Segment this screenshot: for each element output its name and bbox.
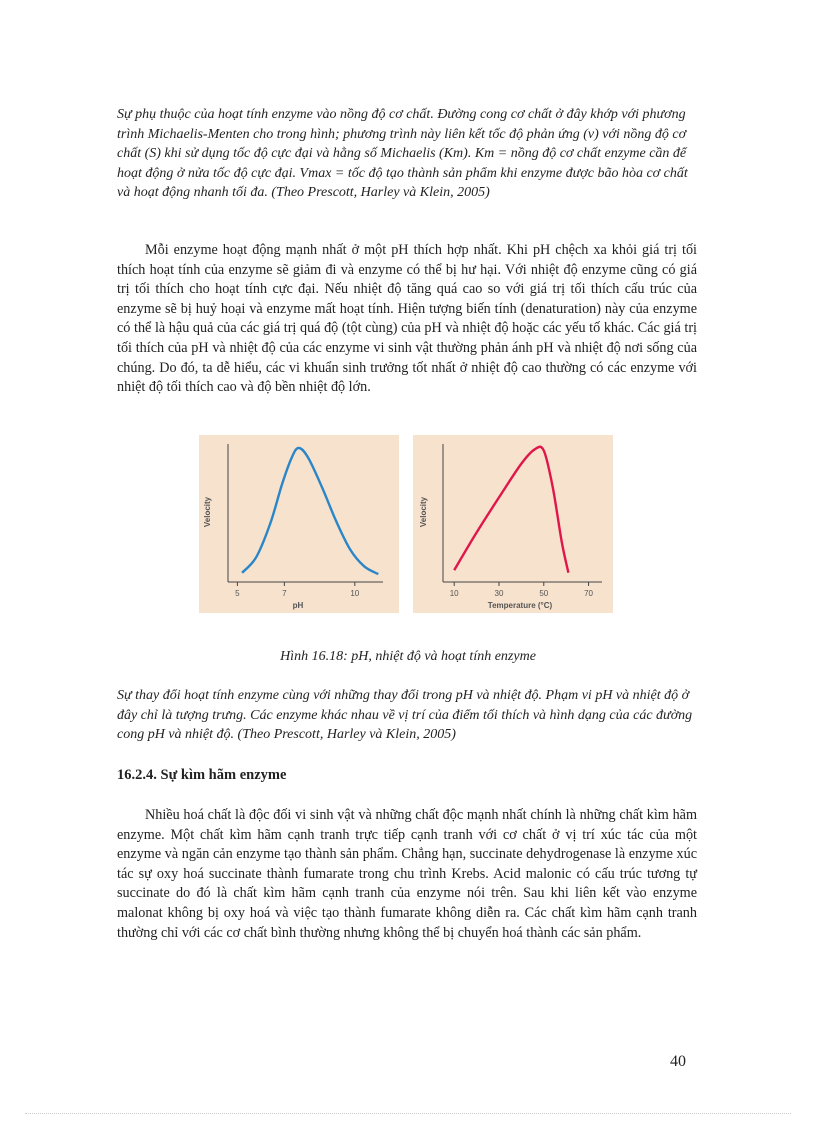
figure-description-top: Sự phụ thuộc của hoạt tính enzyme vào nồng độ cơ chất. Đường cong cơ chất ở đây khớp với phương trình Michaelis-Menten cho trong hình; phương trình này liên kết tốc độ phản ứng (v) với nồng độ cơ chất (S) khi sử dụng tốc độ cực đại và hằng số Michaelis (Km). Km = nồng độ cơ chất enzyme cần để hoạt động ở nửa tốc độ cực đại. Vmax = tốc độ tạo thành sản phẩm khi enzyme được bão hòa cơ chất và hoạt động nhanh tối đa. (Theo Prescott, Harley và Klein, 2005)	[117, 107, 688, 200]
chart-temp-tick-label: 70	[584, 589, 594, 598]
chart-temp-xlabel: Temperature (°C)	[487, 601, 553, 610]
chart-ph-ylabel: Velocity	[203, 496, 212, 528]
chart-temp-tick-label: 30	[494, 589, 504, 598]
figure-svg	[198, 434, 614, 614]
chart-temp-tick-label: 50	[539, 589, 549, 598]
figure-caption: Hình 16.18: pH, nhiệt độ và hoạt tính enzyme	[280, 649, 536, 664]
chart-temperature	[413, 435, 613, 613]
chart-ph-background	[199, 435, 399, 613]
footer-divider	[25, 1113, 791, 1114]
body-paragraph-2: Nhiều hoá chất là độc đối vi sinh vật và những chất độc mạnh nhất chính là những chất kìm hãm enzyme. Một chất kìm hãm cạnh tranh trực tiếp cạnh tranh với cơ chất ở vị trí xúc tác của một enzyme và ngăn cản enzyme tạo thành sản phẩm. Chẳng hạn, succinate dehydrogenase là enzyme xúc tác sự oxy hoá succinate thành fumarate trong chu trình Krebs. Acid malonic có cấu trúc tương tự succinate do đó là chất kìm hãm cạnh tranh của enzyme nói trên. Sau khi liên kết vào enzyme malonat không bị oxy hoá và việc tạo thành fumarate không diễn ra. Các chất kìm hãm cạnh tranh thường chỉ với các cơ chất bình thường nhưng không thể bị chuyển hoá thành các sản phẩm.	[117, 807, 697, 941]
chart-ph-tick-label: 10	[350, 589, 360, 598]
section-heading: 16.2.4. Sự kìm hãm enzyme	[117, 767, 287, 783]
figure-description-bottom: Sự thay đổi hoạt tính enzyme cùng với những thay đổi trong pH và nhiệt độ. Phạm vi pH và nhiệt độ ở đây chỉ là tượng trưng. Các enzyme khác nhau về vị trí của điểm tối thích và hình dạng của các đường cong pH và nhiệt độ. (Theo Prescott, Harley và Klein, 2005)	[117, 688, 693, 742]
figure-16-18	[198, 434, 614, 614]
chart-ph-tick-label: 7	[282, 589, 287, 598]
page-number: 40	[670, 1053, 686, 1070]
chart-ph-xlabel: pH	[292, 601, 304, 610]
chart-temp-tick-label: 10	[449, 589, 459, 598]
chart-temp-ylabel: Velocity	[419, 496, 428, 528]
body-paragraph-1: Mỗi enzyme hoạt động mạnh nhất ở một pH thích hợp nhất. Khi pH chệch xa khỏi giá trị tối thích hoạt tính của enzyme sẽ giảm đi và enzyme có thể bị hư hại. Với nhiệt độ enzyme cũng có giá trị tối thích cho hoạt tính cực đại. Nếu nhiệt độ tăng quá cao so với giá trị tối thích cấu trúc của enzyme sẽ bị huỷ hoại và enzyme mất hoạt tính. Hiện tượng biến tính (denaturation) này của enzyme có thể là hậu quả của các giá trị quá độ (tột cùng) của pH và nhiệt độ hoặc các yếu tố khác. Các giá trị tối thích của pH và nhiệt độ của các enzyme vi sinh vật thường phản ánh pH và nhiệt độ nơi sống của chúng. Do đó, ta dễ hiểu, các vi khuẩn sinh trưởng tốt nhất ở nhiệt độ cao thường có các enzyme với nhiệt độ tối thích cao và độ bền nhiệt độ lớn.	[117, 242, 697, 396]
chart-ph	[199, 435, 399, 613]
chart-ph-tick-label: 5	[235, 589, 240, 598]
